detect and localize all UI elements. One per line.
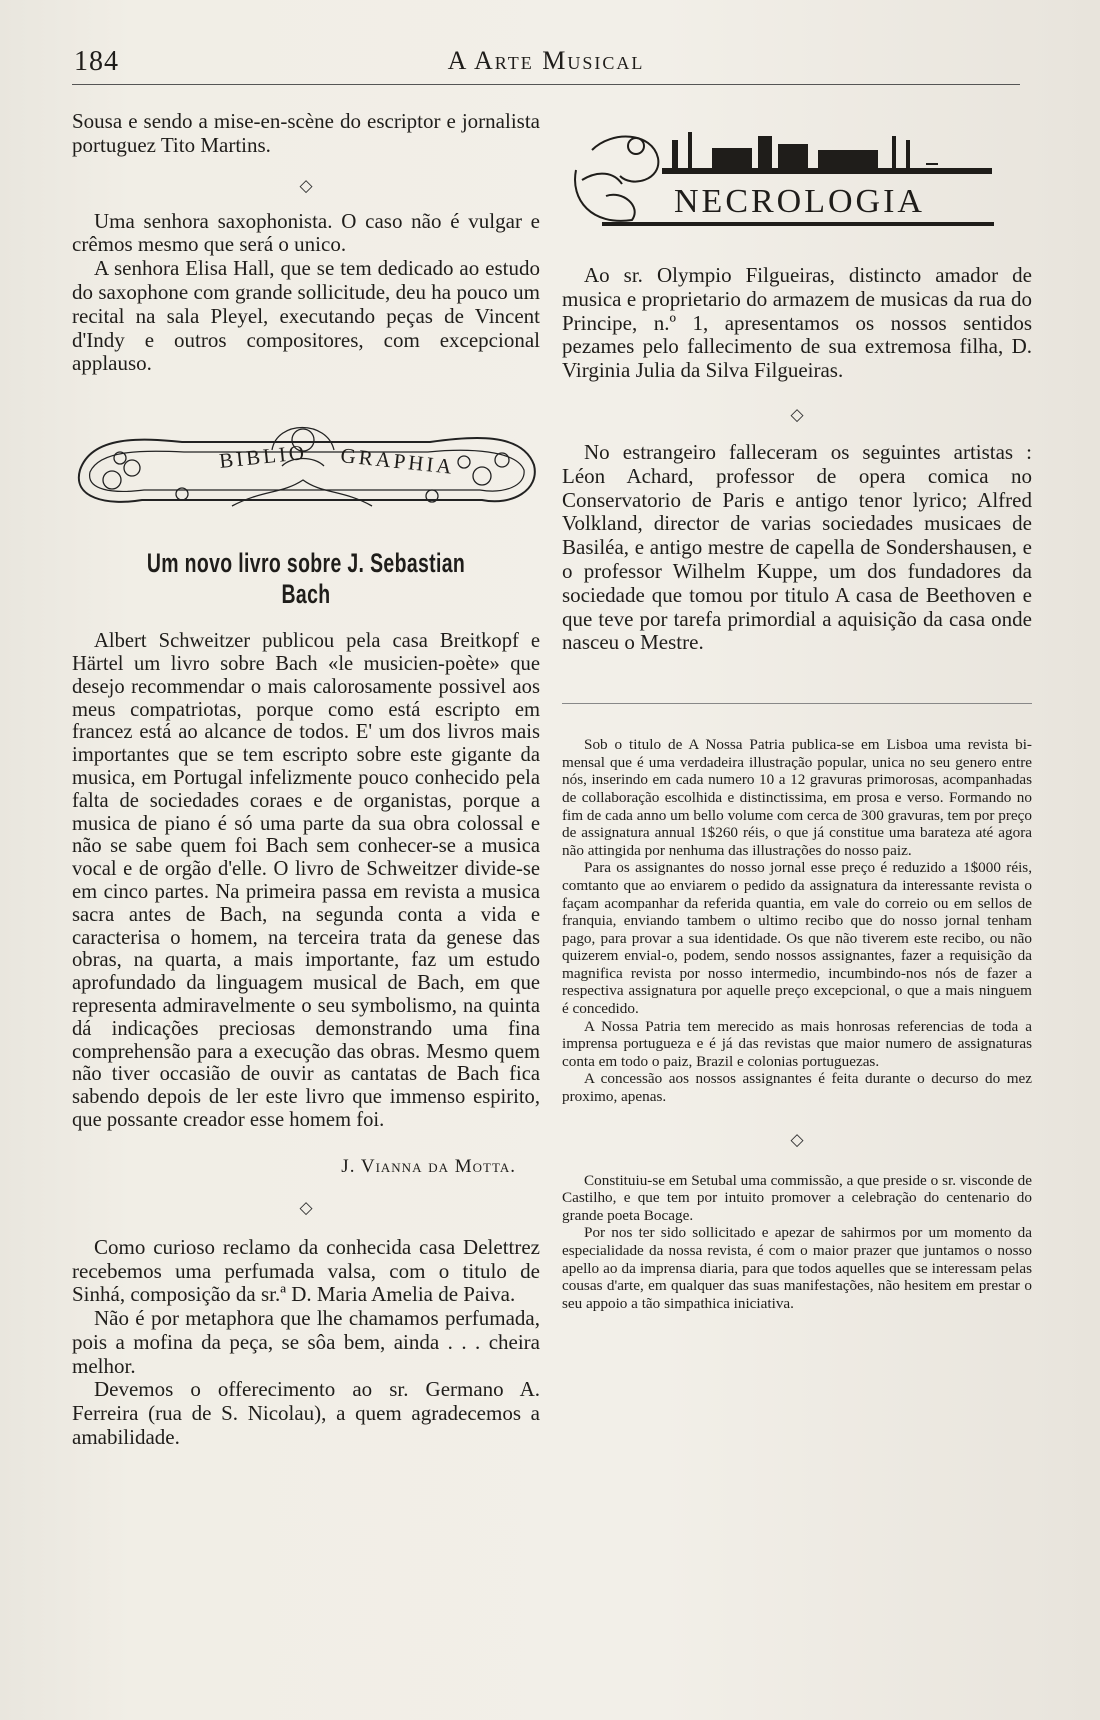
article-signature: J. Vianna da Motta.: [341, 1155, 516, 1177]
page-number: 184: [74, 46, 119, 77]
valsa-paragraph-3: Devemos o offerecimento ao sr. Germano A. Ferreira (rua de S. Nicolau), a quem agradecemos a amabilidade.: [72, 1377, 540, 1450]
filgueiras-paragraph: Ao sr. Olympio Filgueiras, distincto amador de musica e proprietario do armazem de musicas da rua do Principe, n.º 1, apresentamos os nossos sentidos pezames pelo fallecimento de sua extremosa filha, D. Virginia Julia da Silva Filgueiras.: [562, 263, 1032, 383]
ornament-separator: ◇: [299, 1197, 313, 1217]
bocage-paragraph-2: Por nos ter sido sollicitado e apezar de sahirmos por um momento da especialidade da nossa revista, é com o maior prazer que juntamos o nosso apello ao da imprensa diaria, para que todos aquelles que se interessam pelas cousas d'arte, em qualquer das suas manifestações, não hesitem em prestar o seu appoio a tão simpathica iniciativa.: [562, 1224, 1032, 1312]
saxophonist-paragraph-2: A senhora Elisa Hall, que se tem dedicado ao estudo do saxophone com grande sollicitude, deu ha pouco um recital na sala Pleyel, executando peças de Vincent d'Indy e outros compositores, com excepcional applauso.: [72, 256, 540, 376]
saxophonist-paragraph-1: Uma senhora saxophonista. O caso não é vulgar e crêmos mesmo que será o unico.: [72, 208, 540, 257]
right-column: [562, 110, 1032, 1312]
foreign-deaths-paragraph: No estrangeiro falleceram os seguintes artistas : Léon Achard, professor de opera comica no Conservatorio de Paris e antigo tenor lyrico; Alfred Volkland, director de varias sociedades musicaes de Basiléa, e antigo mestre de capella de Sondershausen, e o professor Wilhelm Kuppe, um dos fundadores da sociedade que tomou por titulo A casa de Beethoven e que teve por tarefa primordial a aquisição da casa onde nasceu o Mestre.: [562, 439, 1032, 655]
banner-text-biblio: BIBLIO: [218, 440, 309, 474]
valsa-paragraph-1: Como curioso reclamo da conhecida casa Delettrez recebemos uma perfumada valsa, com o titulo de Sinhá, composição da sr.ª D. Maria Amelia de Paiva.: [72, 1234, 540, 1307]
nossa-patria-paragraph-4: A concessão aos nossos assignantes é feita durante o decurso do mez proximo, apenas.: [562, 1070, 1032, 1106]
ornament-separator: ◇: [299, 175, 313, 195]
nossa-patria-paragraph-3: A Nossa Patria tem merecido as mais honrosas referencias de toda a imprensa portugueza e é já das revistas que maior numero de assignaturas conta em todo o paiz, Brazil e colonias portuguezas.: [562, 1017, 1032, 1070]
bach-article-body: Albert Schweitzer publicou pela casa Breitkopf e Härtel um livro sobre Bach «le musicien-poète» que desejo recommendar o mais calorosamente possivel aos meus compatriotas, porque como está escripto em francez está ao alcance de todos. E' um dos livros mais importantes que se tem escripto sobre este gigante da musica, em Portugal infelizmente pouco conhecido pela falta de sociedades coraes e de organistas, porque a musica de piano é só uma parte da sua obra colossal e não se sabe quem foi Bach sem conhecer-se a musica vocal e de orgão d'elle. O livro de Schweitzer divide-se em cinco partes. Na primeira passa em revista a musica sacra antes de Bach, na segunda conta a vida e caracterisa o homem, na terceira trata da genese das obras, na quarta, a mais importante, faz um estudo aprofundado da linguagem musical de Bach, em que representa admiravelmente o seu symbolismo, na quinta dá indicações preciosas demonstrando uma fina comprehensão para a execução das obras. Mesmo quem não tiver occasião de ouvir as cantatas de Bach fica sabendo depois de ler este livro que immenso espirito, que possante creador esse homem foi.: [72, 630, 540, 1131]
bach-article-heading: Um novo livro sobre J. Sebastian Bach: [146, 548, 466, 610]
nossa-patria-paragraph-1: Sob o titulo de A Nossa Patria publica-se em Lisboa uma revista bi-mensal que é uma verdadeira illustração popular, unica no seu genero entre nós, inserindo em cada numero 10 a 12 gravuras primorosas, acompanhadas de collaboração escolhida e distinctissima, em prosa e verso. Formando no fim de cada anno um bello volume com cerca de 300 gravuras, tem por preço de assignatura annual 1$260 réis, o que já constitue uma barateza até agora não attingida por nenhuma das illustrações do nosso paiz.: [562, 736, 1032, 859]
running-title: A Arte Musical: [447, 46, 645, 75]
ornament-separator: ◇: [790, 1129, 804, 1149]
bibliographia-banner: [72, 410, 540, 522]
page-header: [72, 40, 1020, 85]
bocage-paragraph-1: Constituiu-se em Setubal uma commissão, a que preside o sr. visconde de Castilho, e que tem por intuito promover a celebração do centenario do grande poeta Bocage.: [562, 1171, 1032, 1224]
necrologia-banner: [562, 110, 1032, 240]
banner-text-graphia: GRAPHIA: [339, 443, 456, 480]
ornament-separator: ◇: [790, 404, 804, 424]
nossa-patria-paragraph-2: Para os assignantes do nosso jornal esse preço é reduzido a 1$000 réis, comtanto que ao enviarem o pedido da assignatura da interessante revista o façam acompanhar da referida quantia, em vale do correio ou em sellos de franquia, enviando tambem o ultimo recibo que do nosso jornal tenham pago, para provar a sua identidade. Os que não tiverem este recibo, ou não quizerem envial-o, podem, sendo nossos assignantes, fazer a requisição da magnifica revista por nosso intermedio, incumbindo-nos nós de fazer a respectiva assignatura por aquelle preço excepcional, o que a mais ninguem é concedido.: [562, 859, 1032, 1018]
valsa-paragraph-2: Não é por metaphora que lhe chamamos perfumada, pois a mofina da peça, se sôa bem, ainda . . . cheira melhor.: [72, 1306, 540, 1378]
left-column: [72, 110, 540, 1450]
section-rule: [562, 703, 1032, 704]
tito-martins-paragraph: Sousa e sendo a mise-en-scène do escriptor e jornalista portuguez Tito Martins.: [72, 109, 540, 157]
banner-text-necrologia: NECROLOGIA: [674, 183, 925, 220]
